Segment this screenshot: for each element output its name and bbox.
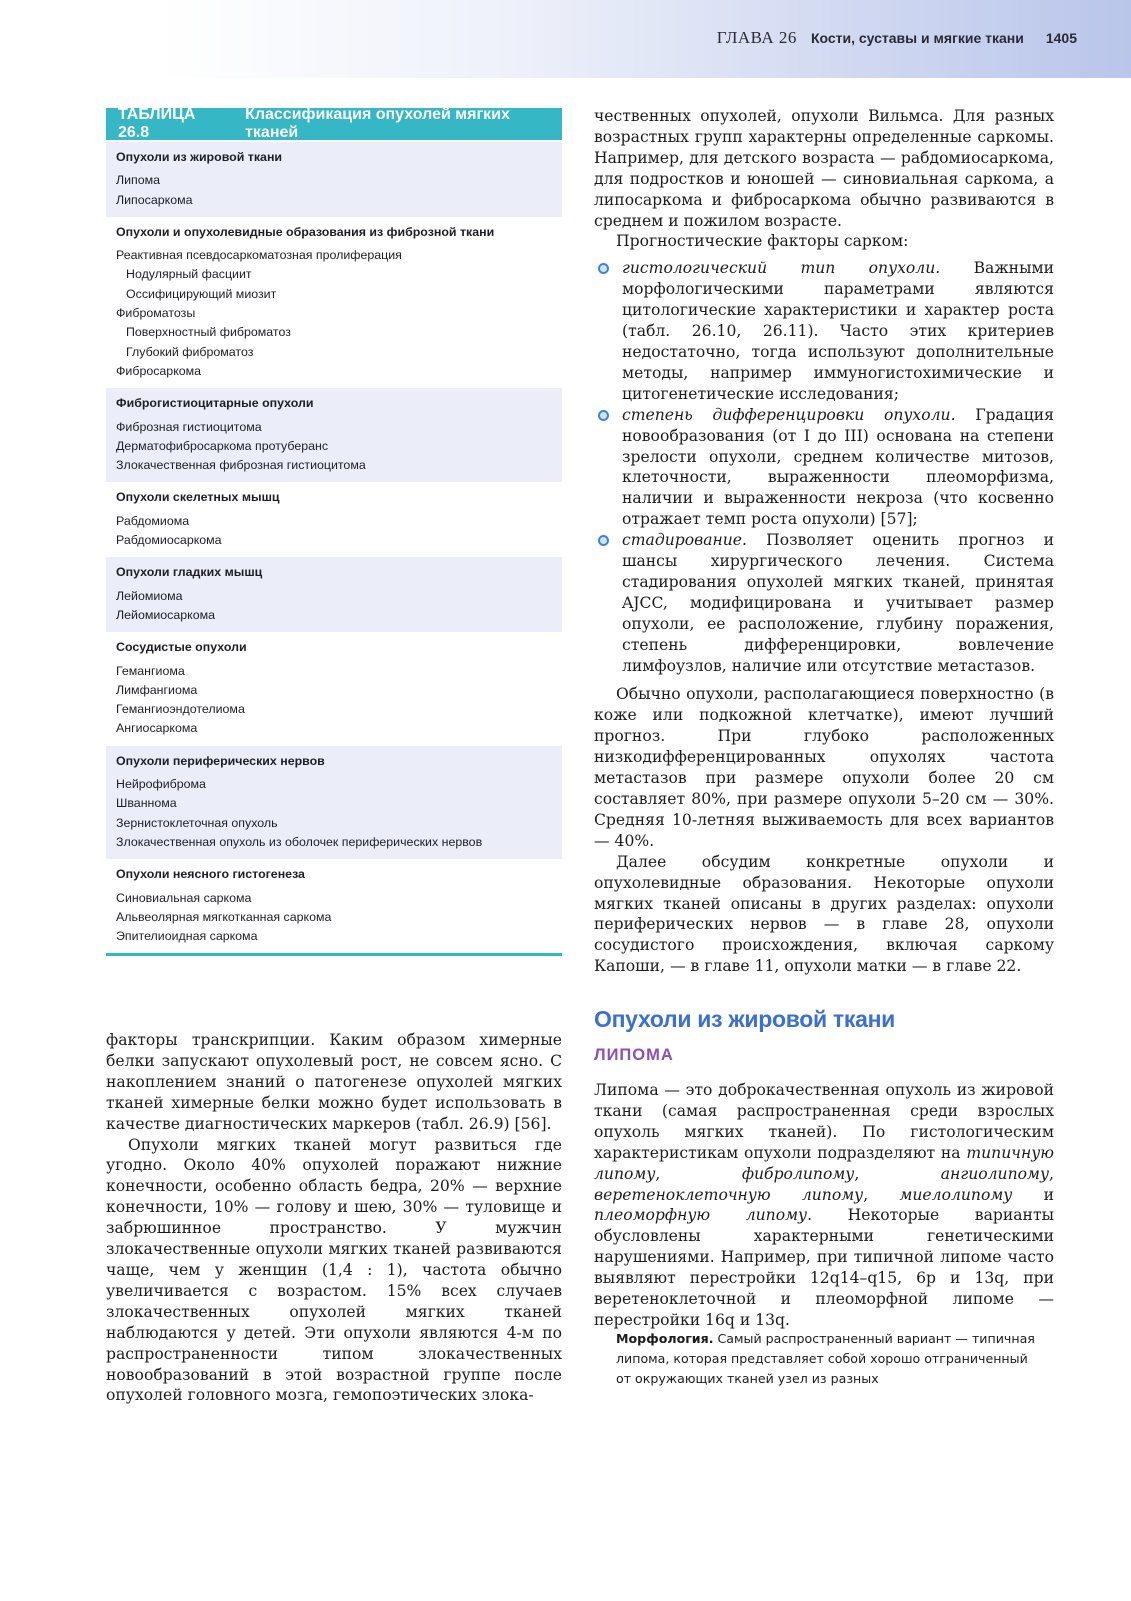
paragraph: Прогностические факторы сарком: — [616, 232, 909, 251]
group-item: Лимфангиома — [116, 682, 198, 697]
table-group — [106, 482, 562, 557]
group-title: Опухоли и опухолевидные образования из фиброзной ткани — [116, 224, 495, 239]
list-item — [594, 530, 1054, 676]
bullet-icon — [598, 263, 609, 274]
group-item: Поверхностный фиброматоз — [126, 325, 291, 340]
group-item: Эпителиоидная саркома — [116, 929, 258, 944]
morphology-label: Морфология. — [616, 1331, 714, 1346]
group-title: Опухоли гладких мышц — [116, 565, 263, 580]
group-title: Опухоли из жировой ткани — [116, 150, 283, 164]
group-title: Опухоли неясного гистогенеза — [116, 867, 305, 882]
group-item: Липома — [116, 173, 161, 188]
right-column-text — [594, 106, 1054, 977]
table-group — [106, 142, 562, 217]
group-item: Липосаркома — [116, 192, 193, 207]
list-item — [594, 405, 1054, 530]
paragraph: Далее обсудим конкретные опухоли и опухолевидные образования. Некоторые опухоли мягких тканей описаны в других разделах: опухоли периферических нервов — в главе 28, опухоли сосудистого происхождения, включая саркому Капоши, — в главе 11, опухоли матки — в главе 22. — [594, 852, 1054, 976]
left-column-text — [106, 1030, 562, 1406]
prognostic-factors-list — [594, 258, 1054, 676]
list-text: Градация новообразования (от I до III) основана на степени зрелости опухоли, среднем количестве митозов, клеточности, выраженности плеоморфизма, наличии и выраженности некроза (что косвенно отражает темп роста опухоли) [57]; — [622, 405, 1055, 529]
table-group — [106, 859, 562, 953]
group-item: Шваннома — [116, 796, 177, 811]
group-item: Лейомиосаркома — [116, 607, 216, 622]
group-item: Дерматофибросаркома протуберанс — [116, 438, 329, 453]
group-title: Фиброгистиоцитарные опухоли — [116, 396, 314, 411]
group-item: Ангиосаркома — [116, 721, 198, 736]
chapter-title: Кости, суставы и мягкие ткани — [810, 30, 1024, 46]
list-term: стадирование. — [622, 531, 747, 550]
group-item: Фибросаркома — [116, 363, 202, 378]
table-group — [106, 557, 562, 632]
classification-table — [106, 108, 562, 956]
group-item: Фиброзная гистиоцитома — [116, 419, 262, 434]
morphology-note — [616, 1329, 1036, 1389]
table-number: ТАБЛИЦА 26.8 — [118, 106, 196, 141]
bullet-icon — [598, 410, 609, 421]
table-header — [106, 108, 562, 140]
group-item: Нодулярный фасциит — [126, 267, 252, 282]
group-item: Злокачественная фиброзная гистиоцитома — [116, 458, 366, 473]
group-item: Синовиальная саркома — [116, 890, 252, 905]
group-item: Фиброматозы — [116, 306, 196, 321]
lipoma-text — [594, 1080, 1054, 1331]
table-title: Классификация опухолей мягких тканей — [245, 106, 510, 141]
table-group — [106, 632, 562, 745]
paragraph: Опухоли мягких тканей могут развиться где угодно. Около 40% опухолей поражают нижние конечности, особенно область бедра, 20% — верхние конечности, 10% — голову и шею, 30% — туловище и забрюшинное пространство. У мужчин злокачественные опухоли мягких тканей развиваются чаще, чем у женщин (1,4 : 1), частота обычно увеличивается с возрастом. 15% всех случаев злокачественных опухолей мягких тканей наблюдаются у детей. Эти опухоли являются 4-м по распространенности типом злокачественных новообразований в этой возрастной группе после опухолей головного мозга, гемопоэтических злока- — [106, 1135, 562, 1405]
group-item: Нейрофиброма — [116, 777, 206, 792]
page-header — [0, 0, 1131, 78]
paragraph: Обычно опухоли, располагающиеся поверхностно (в коже или подкожной клетчатке), имеют лучший прогноз. При глубоко расположенных низкодифференцированных опухолях частота метастазов при размере опухоли более 20 см составляет 80%, при размере опухоли 5–20 см — 30%. Средняя 10-летняя выживаемость для всех вариантов — 40%. — [594, 685, 1054, 850]
group-item: Злокачественная опухоль из оболочек периферических нервов — [116, 834, 483, 849]
group-item: Гемангиома — [116, 663, 185, 678]
section-heading: Опухоли из жировой ткани — [594, 1006, 896, 1032]
group-item: Гемангиоэндотелиома — [116, 702, 245, 717]
paragraph: чественных опухолей, опухоли Вильмса. Для разных возрастных групп характерны определенные саркомы. Например, для детского возраста — рабдомиосаркома, для подростков и юношей — синовиальная саркома, а липосаркома и фибросаркома обычно развиваются в среднем и пожилом возрасте. — [594, 107, 1054, 230]
chapter-label: ГЛАВА 26 — [716, 28, 797, 47]
table-bottom-rule — [106, 953, 562, 956]
group-item: Глубокий фиброматоз — [126, 344, 254, 359]
list-term: степень дифференцировки опухоли. — [622, 405, 956, 424]
group-item: Рабдомиосаркома — [116, 533, 222, 548]
page-number: 1405 — [1045, 30, 1077, 46]
group-item: Реактивная псевдосаркоматозная пролиферация — [116, 248, 402, 263]
group-title: Сосудистые опухоли — [116, 640, 247, 655]
bullet-icon — [598, 535, 609, 546]
subsection-heading: ЛИПОМА — [594, 1046, 674, 1064]
header-running-title — [717, 28, 1077, 52]
list-item — [594, 258, 1054, 404]
list-term: гистологический тип опухоли. — [622, 259, 941, 278]
group-item: Зернистоклеточная опухоль — [116, 815, 278, 830]
group-item: Рабдомиома — [116, 513, 190, 528]
group-title: Опухоли скелетных мышц — [116, 490, 280, 505]
morphology-text: Самый распространенный вариант — типичная липома, которая представляет собой хорошо отграниченный от окружающих тканей узел из разных — [616, 1331, 1035, 1386]
list-text: Позволяет оценить прогноз и шансы хирургического лечения. Система стадирования опухолей мягких тканей, принятая AJCC, модифицирована и учитывает размер опухоли, ее расположение, глубину поражения, степень дифференцировки, вовлечение лимфоузлов, наличие или отсутствие метастазов. — [622, 531, 1054, 675]
table-group — [106, 217, 562, 388]
paragraph: Липома — это доброкачественная опухоль из жировой ткани (самая распространенная среди взрослых опухоль мягких тканей). По гистологическим характеристикам опухоли подразделяют на типичную липому, фибролипому, ангиолипому, веретеноклеточную липому, миелолипому и плеоморфную липому. Некоторые варианты обусловлены характерными генетическими нарушениями. Например, при типичной липоме часто выявляют перестройки 12q14–q15, 6p и 13q, при веретеноклеточной и плеоморфной липоме — перестройки 16q и 13q. — [594, 1081, 1054, 1329]
list-text: Важными морфологическими параметрами являются цитологические характеристики и характер роста (табл. 26.10, 26.11). Часто этих критериев недостаточно, тогда используют дополнительные методы, например иммуногистохимические и цитогенетические исследования; — [622, 259, 1054, 403]
group-item: Оссифицирующий миозит — [126, 286, 277, 301]
paragraph: факторы транскрипции. Каким образом химерные белки запускают опухолевый рост, не совсем ясно. С накоплением знаний о патогенезе опухолей мягких тканей химерные белки можно будет использовать в качестве диагностических маркеров (табл. 26.9) [56]. — [106, 1031, 562, 1133]
group-item: Лейомиома — [116, 588, 183, 603]
table-group — [106, 746, 562, 859]
group-item: Альвеолярная мягкотканная саркома — [116, 909, 332, 924]
group-title: Опухоли периферических нервов — [116, 753, 325, 768]
table-group — [106, 388, 562, 482]
